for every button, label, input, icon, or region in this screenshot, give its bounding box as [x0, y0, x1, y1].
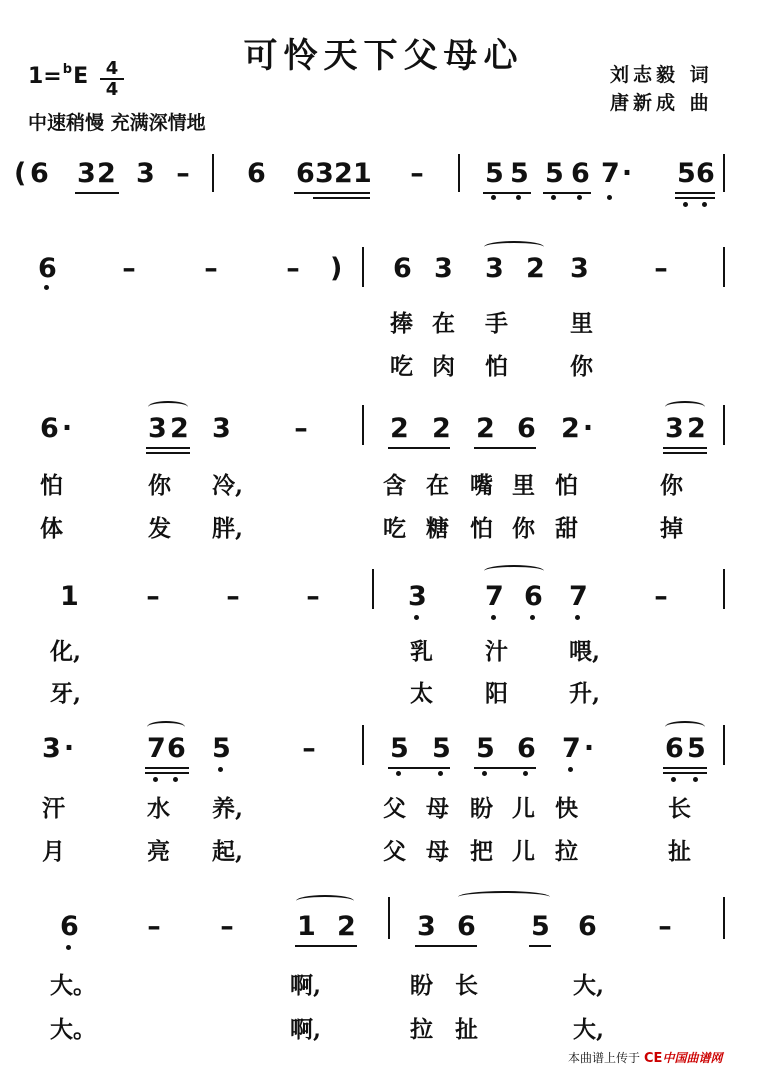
- key-note: E: [73, 64, 89, 89]
- barline: [723, 569, 725, 609]
- underline: [75, 192, 119, 194]
- lyric: 起,: [212, 838, 244, 865]
- note: 6: [696, 158, 715, 189]
- site-name-link[interactable]: 中国曲谱网: [662, 1051, 723, 1065]
- lyric: 你: [148, 472, 171, 499]
- note: 2: [334, 158, 353, 189]
- lyric: 胖,: [212, 515, 244, 542]
- barline: [723, 247, 725, 287]
- barline: [372, 569, 374, 609]
- low-octave-dot: [491, 195, 496, 200]
- note: 6: [517, 413, 536, 444]
- barline: [388, 897, 390, 939]
- lyric: 扯: [668, 838, 691, 865]
- augmentation-dot: ·: [621, 158, 633, 189]
- lyric: 甜: [555, 515, 578, 542]
- flat-sign: b: [62, 62, 73, 77]
- underline: [529, 945, 551, 947]
- lyric: 怕: [40, 472, 63, 499]
- slur: [484, 565, 544, 577]
- note: 3: [665, 413, 684, 444]
- note: 3: [77, 158, 96, 189]
- low-octave-dot: [530, 615, 535, 620]
- note: 2: [687, 413, 706, 444]
- note: 3: [212, 413, 231, 444]
- barline: [723, 405, 725, 445]
- note: 5: [390, 733, 409, 764]
- low-octave-dot: [523, 771, 528, 776]
- lyric: 在: [426, 472, 449, 499]
- dash: –: [122, 253, 136, 284]
- dash: –: [147, 911, 161, 942]
- lyric: 吃: [383, 515, 406, 542]
- underline: [145, 767, 189, 769]
- note: 6: [167, 733, 186, 764]
- augmentation-dot: ·: [582, 413, 594, 444]
- low-octave-dot: [66, 945, 71, 950]
- lyric: 拉: [410, 1016, 433, 1043]
- lyric: 拉: [555, 838, 578, 865]
- lyric: 发: [148, 515, 171, 542]
- lyric: 汗: [42, 795, 65, 822]
- underline: [313, 197, 370, 199]
- underline: [543, 192, 591, 194]
- underline: [663, 447, 707, 449]
- note: 2: [561, 413, 580, 444]
- note: 7: [147, 733, 166, 764]
- lyric: 长: [455, 972, 478, 999]
- note: 6: [393, 253, 412, 284]
- underline: [474, 447, 536, 449]
- lyric: 里: [512, 472, 535, 499]
- site-logo-icon: CE: [644, 1051, 663, 1066]
- lyric: 长: [668, 795, 691, 822]
- lyric: 捧: [390, 310, 413, 337]
- lyric: 太: [410, 680, 433, 707]
- note: 2: [432, 413, 451, 444]
- lyric: 手: [485, 310, 508, 337]
- barline: [458, 154, 460, 192]
- note: 3: [485, 253, 504, 284]
- lyric: 冷,: [212, 472, 244, 499]
- lyric: 汁: [485, 638, 508, 665]
- note: 6: [60, 911, 79, 942]
- lyric: 月: [42, 838, 65, 865]
- dash: –: [176, 158, 190, 189]
- underline: [146, 452, 190, 454]
- note: 6: [30, 158, 49, 189]
- lyric: 儿: [512, 838, 535, 865]
- low-octave-dot: [551, 195, 556, 200]
- lyric: 儿: [512, 795, 535, 822]
- note: 2: [337, 911, 356, 942]
- note: 6: [571, 158, 590, 189]
- lyric: 牙,: [50, 680, 82, 707]
- time-denominator: 4: [105, 79, 119, 100]
- score-line-5: [0, 715, 767, 890]
- score-line-4: [0, 555, 767, 730]
- underline: [146, 447, 190, 449]
- note: 2: [390, 413, 409, 444]
- note: 5: [531, 911, 550, 942]
- note: 6: [517, 733, 536, 764]
- note: 2: [526, 253, 545, 284]
- low-octave-dot: [607, 195, 612, 200]
- low-octave-dot: [44, 285, 49, 290]
- slur: [296, 895, 354, 907]
- lyric: 在: [432, 310, 455, 337]
- dash: –: [302, 733, 316, 764]
- note: 5: [212, 733, 231, 764]
- low-octave-dot: [671, 777, 676, 782]
- lyric: 怕: [555, 472, 578, 499]
- barline: [723, 725, 725, 765]
- note: 5: [687, 733, 706, 764]
- dash: –: [220, 911, 234, 942]
- lyric: 含: [383, 472, 406, 499]
- underline: [663, 772, 707, 774]
- lyric: 肉: [432, 353, 455, 380]
- note: 6: [247, 158, 266, 189]
- note: 7: [485, 581, 504, 612]
- dash: –: [654, 581, 668, 612]
- barline: [362, 247, 364, 287]
- lyric: 化,: [50, 638, 82, 665]
- underline: [474, 767, 536, 769]
- note: 3: [434, 253, 453, 284]
- lyric: 大,: [573, 972, 605, 999]
- note: 6: [296, 158, 315, 189]
- lyric: 吃: [390, 353, 413, 380]
- lyric: 父: [383, 838, 406, 865]
- lyric: 你: [660, 472, 683, 499]
- score-line-3: [0, 395, 767, 570]
- lyric: 啊,: [290, 1016, 322, 1043]
- note: 6: [457, 911, 476, 942]
- lyric: 母: [426, 838, 449, 865]
- note: 1: [353, 158, 372, 189]
- underline: [388, 447, 450, 449]
- note: 6: [524, 581, 543, 612]
- barline: [212, 154, 214, 192]
- slur: [148, 401, 188, 413]
- note: 1: [297, 911, 316, 942]
- lyric: 糖: [426, 515, 449, 542]
- lyric: 你: [512, 515, 535, 542]
- close-parenthesis: ): [330, 253, 343, 284]
- slur: [665, 721, 705, 733]
- underline: [145, 772, 189, 774]
- low-octave-dot: [683, 202, 688, 207]
- note: 5: [510, 158, 529, 189]
- note: 2: [97, 158, 116, 189]
- note: 5: [677, 158, 696, 189]
- note: 3: [42, 733, 61, 764]
- low-octave-dot: [702, 202, 707, 207]
- note: 3: [417, 911, 436, 942]
- slur: [147, 721, 185, 733]
- lyric: 乳: [410, 638, 433, 665]
- time-numerator: 4: [105, 58, 119, 79]
- note: 5: [476, 733, 495, 764]
- note: 6: [665, 733, 684, 764]
- note: 2: [170, 413, 189, 444]
- open-parenthesis: (: [14, 158, 27, 189]
- note: 3: [408, 581, 427, 612]
- dash: –: [306, 581, 320, 612]
- dash: –: [410, 158, 424, 189]
- underline: [295, 945, 357, 947]
- low-octave-dot: [516, 195, 521, 200]
- lyric: 大,: [573, 1016, 605, 1043]
- low-octave-dot: [414, 615, 419, 620]
- note: 5: [485, 158, 504, 189]
- low-octave-dot: [173, 777, 178, 782]
- barline: [362, 725, 364, 765]
- note: 5: [545, 158, 564, 189]
- lyric: 体: [40, 515, 63, 542]
- low-octave-dot: [577, 195, 582, 200]
- lyric: 大。: [50, 1016, 96, 1043]
- underline: [483, 192, 531, 194]
- key-signature: [28, 62, 88, 89]
- underline: [388, 767, 450, 769]
- lyric: 啊,: [290, 972, 322, 999]
- barline: [362, 405, 364, 445]
- low-octave-dot: [396, 771, 401, 776]
- dash: –: [654, 253, 668, 284]
- underline: [675, 197, 715, 199]
- lyric: 盼: [410, 972, 433, 999]
- dash: –: [204, 253, 218, 284]
- underline: [415, 945, 477, 947]
- low-octave-dot: [482, 771, 487, 776]
- lyric: 嘴: [470, 472, 493, 499]
- note: 3: [315, 158, 334, 189]
- low-octave-dot: [218, 767, 223, 772]
- slur: [484, 241, 544, 253]
- augmentation-dot: ·: [61, 413, 73, 444]
- song-title: 可怜天下父母心: [243, 36, 524, 76]
- tempo-marking: 中速稍慢 充满深情地: [28, 112, 206, 134]
- low-octave-dot: [491, 615, 496, 620]
- lyric: 里: [570, 310, 593, 337]
- underline: [294, 192, 370, 194]
- lyric: 母: [426, 795, 449, 822]
- note: 3: [136, 158, 155, 189]
- lyric: 掉: [660, 515, 683, 542]
- augmentation-dot: ·: [583, 733, 595, 764]
- dash: –: [226, 581, 240, 612]
- lyric: 阳: [485, 680, 508, 707]
- lyric: 亮: [147, 838, 170, 865]
- dash: –: [146, 581, 160, 612]
- note: 3: [148, 413, 167, 444]
- note: 2: [476, 413, 495, 444]
- note: 5: [432, 733, 451, 764]
- lyric: 养,: [212, 795, 244, 822]
- lyric: 喂,: [569, 638, 601, 665]
- dash: –: [286, 253, 300, 284]
- lyric: 父: [383, 795, 406, 822]
- lyric: 怕: [485, 353, 508, 380]
- time-signature: [100, 60, 124, 98]
- upload-footer: [568, 1049, 722, 1066]
- low-octave-dot: [153, 777, 158, 782]
- slur: [458, 891, 550, 903]
- slur: [665, 401, 705, 413]
- score-line-2: [0, 235, 767, 410]
- note: 7: [601, 158, 620, 189]
- lyric: 升,: [569, 680, 601, 707]
- low-octave-dot: [438, 771, 443, 776]
- lyric: 你: [570, 353, 593, 380]
- lyricist-credit: 刘志毅 词: [610, 64, 713, 86]
- note: 7: [569, 581, 588, 612]
- lyric: 扯: [455, 1016, 478, 1043]
- low-octave-dot: [693, 777, 698, 782]
- barline: [723, 154, 725, 192]
- note: 7: [562, 733, 581, 764]
- footer-text: 本曲谱上传于: [568, 1051, 641, 1065]
- score-line-6: [0, 875, 767, 1050]
- lyric: 大。: [50, 972, 96, 999]
- note: 6: [40, 413, 59, 444]
- augmentation-dot: ·: [63, 733, 75, 764]
- low-octave-dot: [575, 615, 580, 620]
- underline: [675, 192, 715, 194]
- underline: [663, 767, 707, 769]
- lyric: 怕: [470, 515, 493, 542]
- low-octave-dot: [568, 767, 573, 772]
- lyric: 盼: [470, 795, 493, 822]
- key-prefix: 1=: [28, 64, 62, 89]
- underline: [663, 452, 707, 454]
- note: 6: [38, 253, 57, 284]
- barline: [723, 897, 725, 939]
- dash: –: [658, 911, 672, 942]
- dash: –: [294, 413, 308, 444]
- note: 6: [578, 911, 597, 942]
- composer-credit: 唐新成 曲: [610, 92, 713, 114]
- note: 3: [570, 253, 589, 284]
- lyric: 把: [470, 838, 493, 865]
- lyric: 快: [555, 795, 578, 822]
- note: 1: [60, 581, 79, 612]
- lyric: 水: [147, 795, 170, 822]
